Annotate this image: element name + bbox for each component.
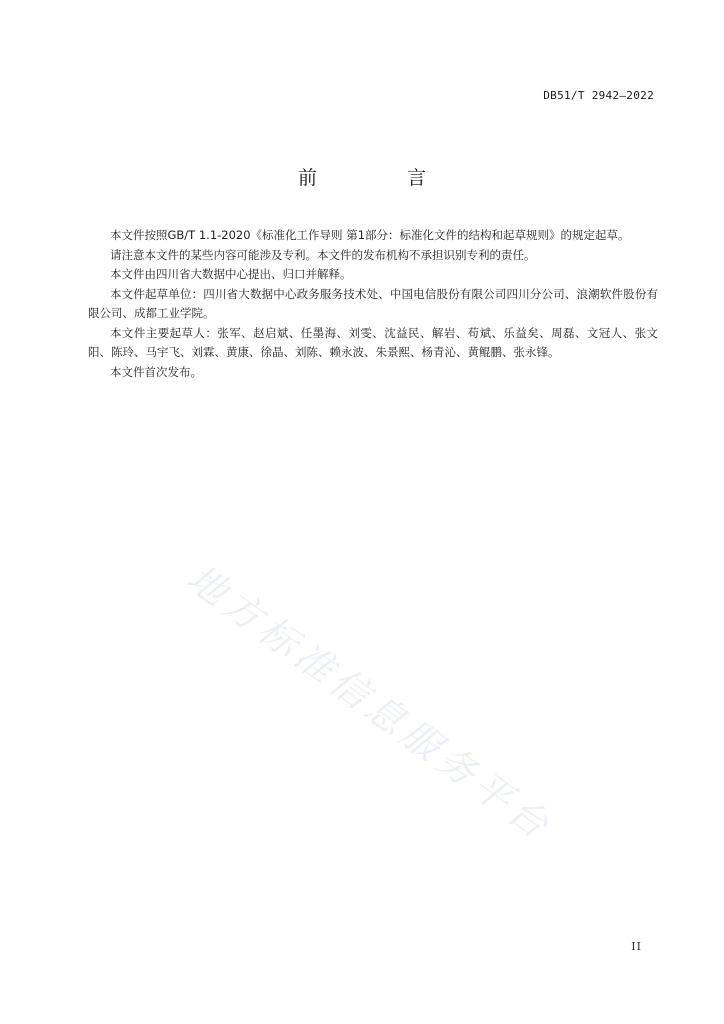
paragraph-drafting-rules: 本文件按照GB/T 1.1-2020《标准化工作导则 第1部分：标准化文件的结构和起草规则》的规定起草。 xyxy=(110,228,630,242)
page-number: II xyxy=(631,940,642,953)
document-number: DB51/T 2942—2022 xyxy=(543,89,654,102)
foreword-body xyxy=(88,226,658,382)
paragraph-drafting-units: 本文件起草单位：四川省大数据中心政务服务技术处、中国电信股份有限公司四川分公司、浪潮软件股份有限公司、成都工业学院。 xyxy=(88,286,658,320)
watermark: 地方标准信息服务平台 xyxy=(179,555,561,850)
paragraph-patent-notice: 请注意本文件的某些内容可能涉及专利。本文件的发布机构不承担识别专利的责任。 xyxy=(110,247,536,262)
page-title: 前 言 xyxy=(297,167,469,189)
paragraph-proposer: 本文件由四川省大数据中心提出、归口并解释。 xyxy=(110,267,352,281)
paragraph-drafters: 本文件主要起草人：张军、赵启斌、任墨海、刘雯、沈益民、解岩、苟斌、乐益矣、周磊、文冠人、张文阳、陈玲、马宇飞、刘霖、黄康、徐晶、刘陈、赖永波、朱景熙、杨青沁、黄鲲鹏、张永锋。 xyxy=(88,325,658,359)
paragraph-first-release: 本文件首次发布。 xyxy=(110,364,202,379)
